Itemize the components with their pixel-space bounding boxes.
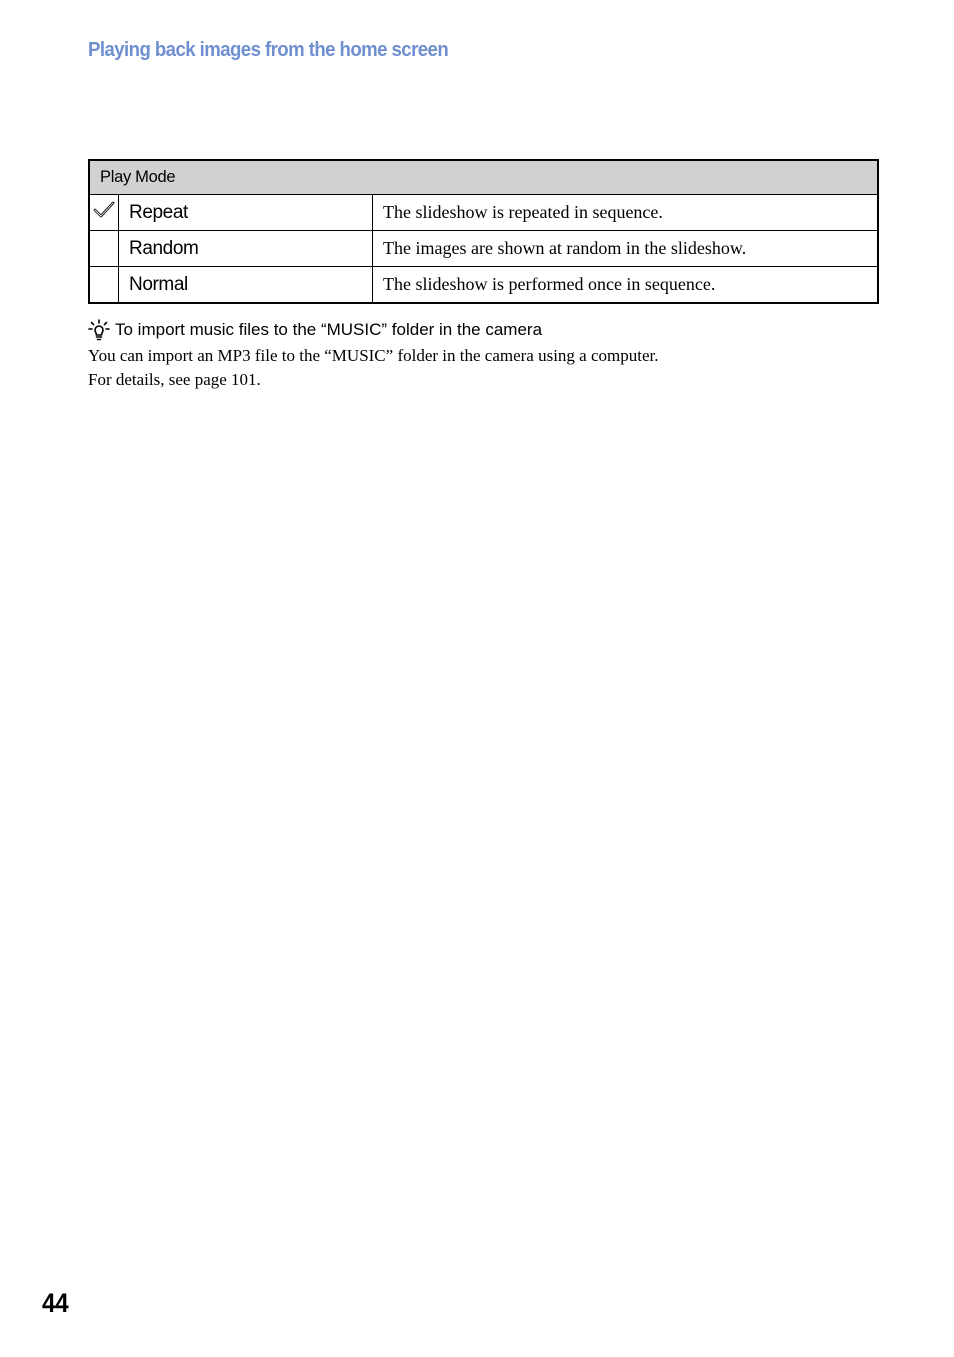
tip-block bbox=[88, 318, 878, 392]
check-cell bbox=[89, 195, 119, 231]
tip-heading-text: To import music files to the “MUSIC” folder in the camera bbox=[115, 320, 543, 339]
page-number: 44 bbox=[42, 1288, 69, 1318]
option-description: The slideshow is repeated in sequence. bbox=[373, 195, 879, 231]
tip-line: You can import an MP3 file to the “MUSIC” folder in the camera using a computer. bbox=[88, 346, 659, 365]
table-header-row bbox=[89, 160, 878, 195]
play-mode-table bbox=[88, 159, 879, 304]
option-name: Random bbox=[119, 231, 373, 267]
tip-line: For details, see page 101. bbox=[88, 370, 261, 389]
option-description: The images are shown at random in the slideshow. bbox=[373, 231, 879, 267]
check-cell bbox=[89, 267, 119, 304]
check-cell bbox=[89, 231, 119, 267]
table-row bbox=[89, 231, 878, 267]
option-name: Repeat bbox=[119, 195, 373, 231]
option-name: Normal bbox=[119, 267, 373, 304]
option-description: The slideshow is performed once in sequence. bbox=[373, 267, 879, 304]
table-row bbox=[89, 195, 878, 231]
table-title: Play Mode bbox=[89, 160, 878, 195]
lightbulb-icon bbox=[88, 319, 110, 341]
table-row bbox=[89, 267, 878, 304]
tip-heading bbox=[88, 318, 878, 342]
checkmark-icon bbox=[93, 201, 115, 219]
tip-body bbox=[88, 344, 878, 392]
section-title: Playing back images from the home screen bbox=[88, 39, 449, 61]
